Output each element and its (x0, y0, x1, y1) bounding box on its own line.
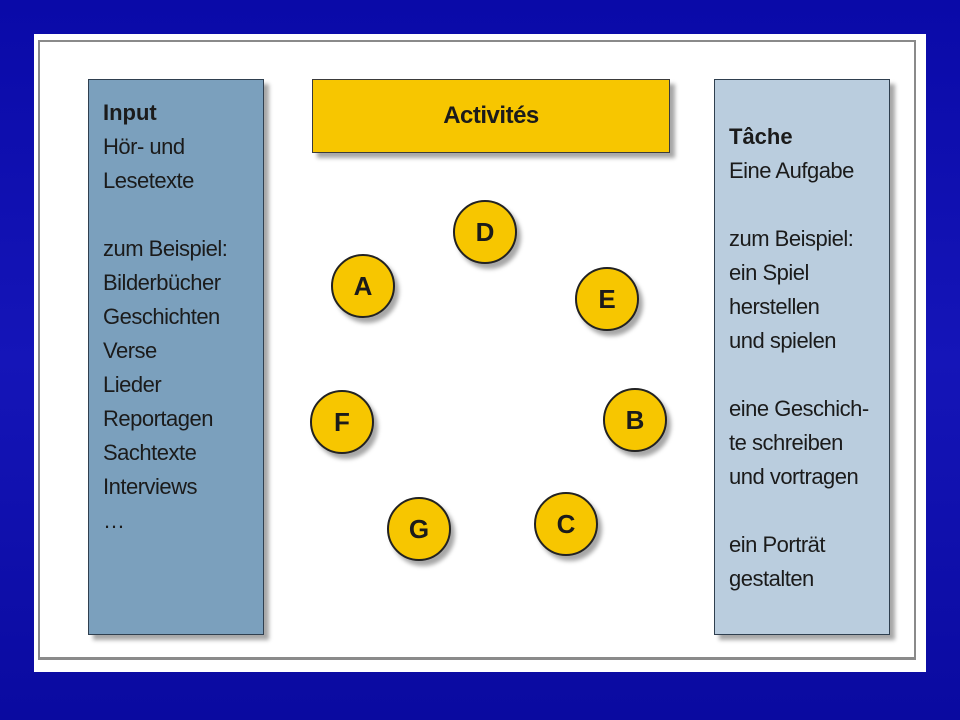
input-example: Geschichten (103, 304, 220, 329)
spacer (103, 198, 263, 232)
activity-node-a: A (331, 254, 395, 318)
input-panel (88, 79, 264, 635)
activity-node-d: D (453, 200, 517, 264)
activities-banner: Activités (312, 79, 670, 153)
input-example-label: zum Beispiel: (103, 236, 228, 261)
task-line: Eine Aufgabe (729, 158, 854, 183)
task-example: eine Geschich- (729, 396, 869, 421)
input-example: Interviews (103, 474, 198, 499)
input-line: Hör- und (103, 134, 185, 159)
task-example: und vortragen (729, 464, 859, 489)
task-example: und spielen (729, 328, 837, 353)
activity-node-g: G (387, 497, 451, 561)
slide (34, 34, 926, 672)
input-line: Lesetexte (103, 168, 194, 193)
activity-node-e: E (575, 267, 639, 331)
task-panel (714, 79, 890, 635)
task-title: Tâche (729, 124, 793, 149)
task-example: herstellen (729, 294, 820, 319)
task-example: te schreiben (729, 430, 843, 455)
spacer (729, 358, 889, 392)
input-example: Lieder (103, 372, 162, 397)
task-example-label: zum Beispiel: (729, 226, 854, 251)
input-example: Bilderbücher (103, 270, 221, 295)
activity-node-c: C (534, 492, 598, 556)
input-example: Verse (103, 338, 157, 363)
input-title: Input (103, 100, 157, 125)
spacer (729, 494, 889, 528)
input-ellipsis: … (103, 508, 125, 533)
spacer (729, 188, 889, 222)
input-example: Reportagen (103, 406, 213, 431)
activity-node-f: F (310, 390, 374, 454)
activity-node-b: B (603, 388, 667, 452)
task-example: ein Porträt (729, 532, 825, 557)
input-example: Sachtexte (103, 440, 197, 465)
task-example: gestalten (729, 566, 814, 591)
task-example: ein Spiel (729, 260, 809, 285)
diagram-frame (38, 40, 916, 660)
